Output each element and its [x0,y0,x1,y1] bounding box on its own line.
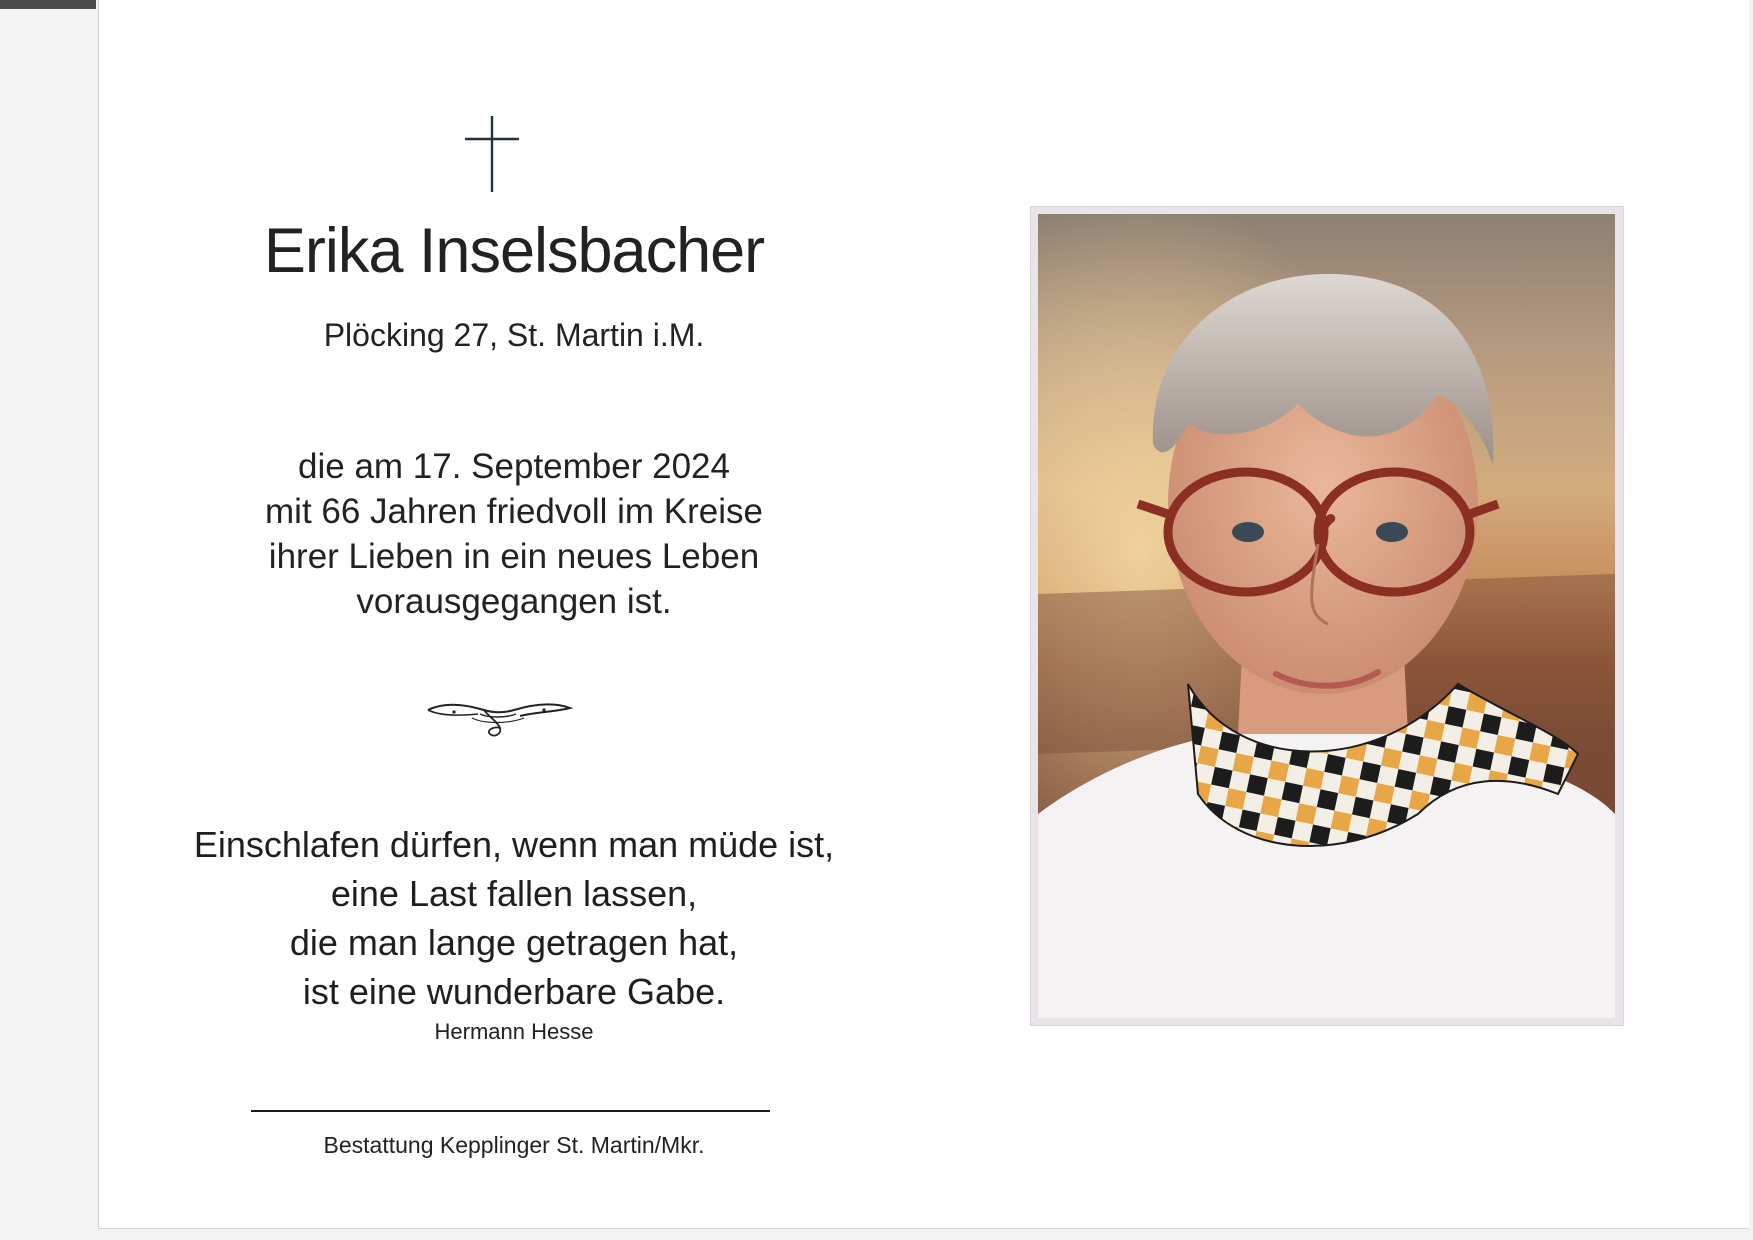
portrait-photo [1038,214,1615,1018]
obituary-text [99,444,929,624]
cross-icon [457,112,527,196]
portrait-frame [1030,206,1624,1026]
flourish-ornament-icon [424,696,574,740]
divider-line [251,1110,770,1112]
obituary-line: ihrer Lieben in ein neues Leben [268,537,760,576]
undertaker-credit: Bestattung Kepplinger St. Martin/Mkr. [323,1132,705,1158]
poem-line: ist eine wunderbare Gabe. [302,971,726,1012]
poem-line: Einschlafen dürfen, wenn man müde ist, [193,824,835,865]
poem-line: die man lange getragen hat, [289,922,739,963]
scan-edge-mark [0,0,96,9]
deceased-name: Erika Inselsbacher [263,216,765,286]
poem-author: Hermann Hesse [434,1019,594,1044]
poem-line: eine Last fallen lassen, [330,873,698,914]
text-column [99,0,929,1228]
deceased-address: Plöcking 27, St. Martin i.M. [323,317,705,353]
memorial-card [98,0,1749,1229]
obituary-line: vorausgegangen ist. [356,582,672,621]
obituary-line: die am 17. September 2024 [298,447,730,486]
obituary-line: mit 66 Jahren friedvoll im Kreise [265,492,763,531]
poem-text [99,820,929,1016]
